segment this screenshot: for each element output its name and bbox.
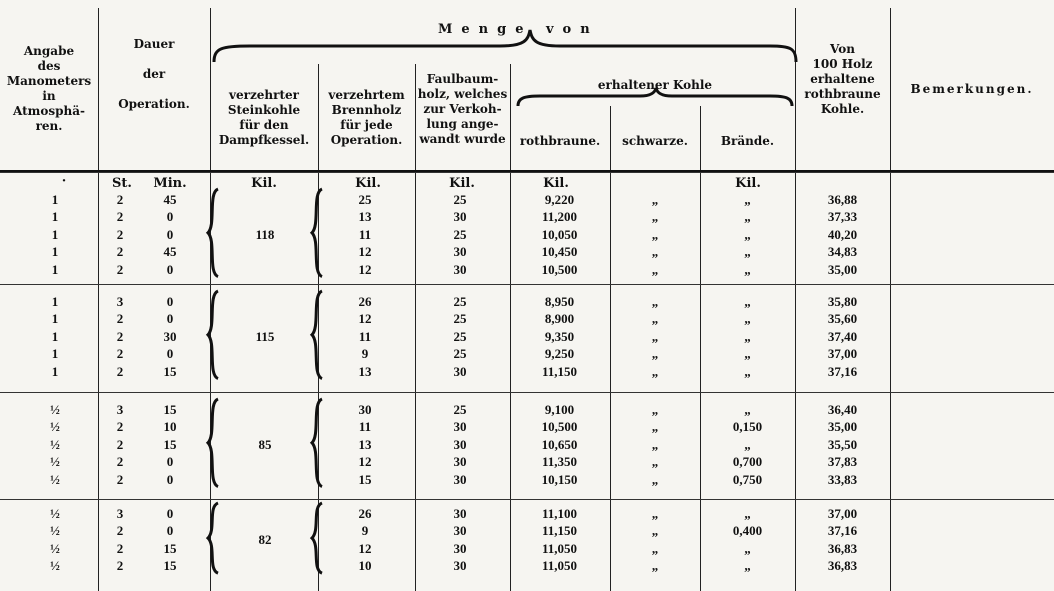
cell-min: 15	[163, 436, 177, 452]
cell-brenn: 9	[361, 346, 369, 362]
cell-st: 3	[116, 294, 124, 309]
cell-st: 2	[116, 558, 124, 574]
cell-pct: 36,40	[827, 402, 858, 417]
cell-roth: 10,500	[541, 419, 578, 435]
cell-min: 30	[163, 328, 177, 344]
cell-pct: 37,00	[827, 506, 858, 521]
cell-brenn: 9	[361, 523, 369, 539]
cell-faul: 25	[453, 402, 467, 417]
cell-min: 45	[163, 192, 177, 207]
header-brennholz: verzehrtem Brennholz für jede Operation.	[328, 88, 405, 147]
cell-schwarz: „	[651, 402, 659, 417]
brennholz-brace	[312, 291, 322, 379]
cell-schwarz: „	[651, 244, 659, 260]
cell-min: 0	[166, 209, 174, 225]
cell-brenn: 13	[358, 363, 372, 379]
cell-braende: „	[744, 346, 751, 362]
cell-pct: 36,83	[827, 540, 858, 556]
brennholz-brace	[312, 189, 322, 277]
cell-brenn: 13	[358, 209, 372, 225]
cell-atm: ½	[50, 402, 60, 417]
cell-roth: 8,950	[544, 294, 575, 309]
cell-roth: 10,650	[541, 436, 578, 452]
unit-atm: ·	[61, 174, 67, 189]
cell-roth: 11,150	[541, 523, 578, 539]
cell-pct: 40,20	[827, 226, 858, 242]
cell-braende: „	[744, 328, 751, 344]
cell-min: 15	[163, 558, 177, 574]
cell-pct: 37,00	[827, 346, 858, 362]
steinkohle-brace	[208, 189, 218, 277]
cell-atm: ½	[50, 558, 60, 574]
cell-schwarz: „	[651, 209, 659, 225]
cell-braende: „	[744, 294, 751, 309]
steinkohle-brace	[208, 399, 218, 487]
cell-faul: 25	[453, 192, 467, 207]
cell-min: 0	[166, 471, 174, 487]
cell-pct: 37,33	[827, 209, 858, 225]
cell-faul: 30	[453, 436, 467, 452]
cell-atm: 1	[51, 363, 59, 379]
cell-schwarz: „	[651, 346, 659, 362]
cell-schwarz: „	[651, 558, 659, 574]
cell-schwarz: „	[651, 226, 659, 242]
cell-brenn: 10	[358, 558, 372, 574]
cell-st: 3	[116, 506, 124, 521]
cell-braende: „	[744, 402, 751, 417]
cell-min: 0	[166, 294, 174, 309]
cell-roth: 9,220	[544, 192, 575, 207]
cell-atm: 1	[51, 311, 59, 327]
cell-atm: 1	[51, 209, 59, 225]
steinkohle-brace	[208, 503, 218, 573]
cell-min: 15	[163, 363, 177, 379]
unit-minuten: Min.	[153, 176, 187, 191]
header-braende: Brände.	[720, 134, 775, 148]
cell-pct: 35,80	[827, 294, 858, 309]
cell-faul: 30	[453, 471, 467, 487]
cell-schwarz: „	[651, 294, 659, 309]
header-rothbraune: rothbraune.	[519, 134, 601, 148]
cell-steinkohle: 82	[258, 532, 272, 548]
cell-st: 2	[116, 311, 124, 327]
cell-brenn: 12	[358, 311, 372, 327]
cell-roth: 10,150	[541, 471, 578, 487]
cell-st: 2	[116, 419, 124, 435]
cell-pct: 37,83	[827, 454, 858, 470]
unit-steinkohle: Kil.	[251, 176, 277, 191]
cell-braende: 0,750	[732, 471, 763, 487]
cell-braende: „	[744, 261, 751, 277]
cell-pct: 35,00	[827, 419, 858, 435]
cell-faul: 30	[453, 419, 467, 435]
cell-atm: ½	[50, 419, 60, 435]
cell-braende: 0,700	[732, 454, 763, 470]
header-faulbaumholz: Faulbaum- holz, welches zur Verkoh- lung ange- wandt wurde	[417, 72, 508, 146]
cell-brenn: 26	[358, 294, 372, 309]
cell-st: 3	[116, 402, 124, 417]
cell-pct: 36,83	[827, 558, 858, 574]
cell-roth: 11,050	[541, 540, 578, 556]
cell-st: 2	[116, 244, 124, 260]
cell-roth: 11,200	[541, 209, 578, 225]
cell-atm: 1	[51, 192, 59, 207]
cell-atm: ½	[50, 523, 60, 539]
cell-pct: 35,00	[827, 261, 858, 277]
cell-min: 0	[166, 261, 174, 277]
cell-faul: 30	[453, 540, 467, 556]
unit-faulbaumholz: Kil.	[449, 176, 475, 191]
cell-faul: 30	[453, 244, 467, 260]
cell-steinkohle: 115	[255, 328, 275, 344]
cell-roth: 11,350	[541, 454, 578, 470]
cell-st: 2	[116, 346, 124, 362]
cell-braende: „	[744, 311, 751, 327]
cell-roth: 9,250	[544, 346, 575, 362]
cell-min: 0	[166, 226, 174, 242]
cell-schwarz: „	[651, 363, 659, 379]
cell-schwarz: „	[651, 523, 659, 539]
cell-faul: 25	[453, 294, 467, 309]
cell-braende: „	[744, 363, 751, 379]
cell-braende: „	[744, 540, 751, 556]
cell-min: 0	[166, 454, 174, 470]
cell-schwarz: „	[651, 311, 659, 327]
header-erhaltener-kohle: erhaltener Kohle	[597, 78, 713, 92]
cell-schwarz: „	[651, 436, 659, 452]
cell-pct: 34,83	[827, 244, 858, 260]
cell-min: 10	[163, 419, 177, 435]
cell-braende: „	[744, 436, 751, 452]
cell-pct: 37,16	[827, 523, 858, 539]
cell-roth: 10,450	[541, 244, 578, 260]
cell-min: 0	[166, 346, 174, 362]
brennholz-brace	[312, 503, 322, 573]
cell-atm: 1	[51, 244, 59, 260]
cell-roth: 8,900	[544, 311, 575, 327]
cell-atm: ½	[50, 471, 60, 487]
header-von-100-holz: Von 100 Holz erhaltene rothbraune Kohle.	[804, 42, 881, 116]
cell-schwarz: „	[651, 328, 659, 344]
cell-roth: 11,100	[541, 506, 578, 521]
cell-braende: „	[744, 506, 751, 521]
cell-faul: 25	[453, 226, 467, 242]
cell-min: 15	[163, 402, 177, 417]
cell-pct: 35,60	[827, 311, 858, 327]
menge-brace	[214, 30, 796, 62]
cell-braende: 0,150	[732, 419, 763, 435]
steinkohle-brace	[208, 291, 218, 379]
cell-atm: 1	[51, 226, 59, 242]
brennholz-brace	[312, 399, 322, 487]
cell-faul: 30	[453, 363, 467, 379]
cell-schwarz: „	[651, 506, 659, 521]
cell-st: 2	[116, 363, 124, 379]
cell-steinkohle: 85	[258, 436, 272, 452]
cell-atm: 1	[51, 294, 59, 309]
cell-brenn: 15	[358, 471, 372, 487]
cell-min: 0	[166, 311, 174, 327]
cell-roth: 10,500	[541, 261, 578, 277]
cell-pct: 37,40	[827, 328, 858, 344]
cell-brenn: 12	[358, 540, 372, 556]
cell-roth: 11,050	[541, 558, 578, 574]
header-menge: Menge von	[438, 22, 599, 37]
cell-st: 2	[116, 540, 124, 556]
cell-st: 2	[116, 209, 124, 225]
cell-faul: 25	[453, 328, 467, 344]
erhaltene-kohle-brace	[518, 88, 792, 106]
cell-faul: 30	[453, 454, 467, 470]
cell-brenn: 12	[358, 454, 372, 470]
cell-brenn: 11	[358, 328, 372, 344]
cell-faul: 30	[453, 558, 467, 574]
cell-schwarz: „	[651, 454, 659, 470]
unit-stunden: St.	[112, 176, 132, 191]
cell-schwarz: „	[651, 192, 659, 207]
cell-brenn: 11	[358, 226, 372, 242]
cell-brenn: 30	[358, 402, 372, 417]
cell-faul: 30	[453, 506, 467, 521]
cell-faul: 30	[453, 209, 467, 225]
cell-atm: 1	[51, 261, 59, 277]
cell-min: 15	[163, 540, 177, 556]
cell-faul: 30	[453, 523, 467, 539]
cell-pct: 36,88	[827, 192, 858, 207]
cell-min: 0	[166, 523, 174, 539]
cell-braende: „	[744, 244, 751, 260]
cell-schwarz: „	[651, 540, 659, 556]
cell-st: 2	[116, 261, 124, 277]
cell-brenn: 12	[358, 261, 372, 277]
unit-braende: Kil.	[735, 176, 761, 191]
cell-braende: „	[744, 558, 751, 574]
cell-st: 2	[116, 192, 124, 207]
cell-atm: ½	[50, 436, 60, 452]
cell-min: 45	[163, 244, 177, 260]
cell-atm: 1	[51, 328, 59, 344]
cell-schwarz: „	[651, 471, 659, 487]
cell-atm: 1	[51, 346, 59, 362]
cell-st: 2	[116, 454, 124, 470]
cell-atm: ½	[50, 454, 60, 470]
cell-braende: „	[744, 226, 751, 242]
cell-faul: 25	[453, 346, 467, 362]
cell-roth: 9,100	[544, 402, 575, 417]
cell-pct: 37,16	[827, 363, 858, 379]
cell-steinkohle: 118	[255, 226, 275, 242]
unit-brennholz: Kil.	[355, 176, 381, 191]
cell-roth: 11,150	[541, 363, 578, 379]
cell-min: 0	[166, 506, 174, 521]
cell-brenn: 13	[358, 436, 372, 452]
header-angabe: Angabe des Manometers in Atmosphä- ren.	[6, 44, 92, 133]
cell-braende: „	[744, 209, 751, 225]
cell-roth: 10,050	[541, 226, 578, 242]
cell-brenn: 25	[358, 192, 372, 207]
cell-atm: ½	[50, 540, 60, 556]
cell-roth: 9,350	[544, 328, 575, 344]
cell-brenn: 26	[358, 506, 372, 521]
cell-st: 2	[116, 226, 124, 242]
cell-atm: ½	[50, 506, 60, 521]
cell-faul: 25	[453, 311, 467, 327]
cell-st: 2	[116, 471, 124, 487]
header-bemerkungen: Bemerkungen.	[910, 82, 1034, 96]
cell-schwarz: „	[651, 261, 659, 277]
unit-rothbraune: Kil.	[543, 176, 569, 191]
header-steinkohle: verzehrter Steinkohle für den Dampfkessel.	[218, 88, 310, 147]
cell-brenn: 11	[358, 419, 372, 435]
cell-braende: „	[744, 192, 751, 207]
cell-st: 2	[116, 328, 124, 344]
header-schwarze: schwarze.	[622, 134, 688, 148]
cell-schwarz: „	[651, 419, 659, 435]
cell-pct: 35,50	[827, 436, 858, 452]
cell-st: 2	[116, 436, 124, 452]
cell-brenn: 12	[358, 244, 372, 260]
header-dauer: Dauer der Operation.	[118, 37, 190, 111]
cell-st: 2	[116, 523, 124, 539]
cell-braende: 0,400	[732, 523, 763, 539]
cell-faul: 30	[453, 261, 467, 277]
cell-pct: 33,83	[827, 471, 858, 487]
